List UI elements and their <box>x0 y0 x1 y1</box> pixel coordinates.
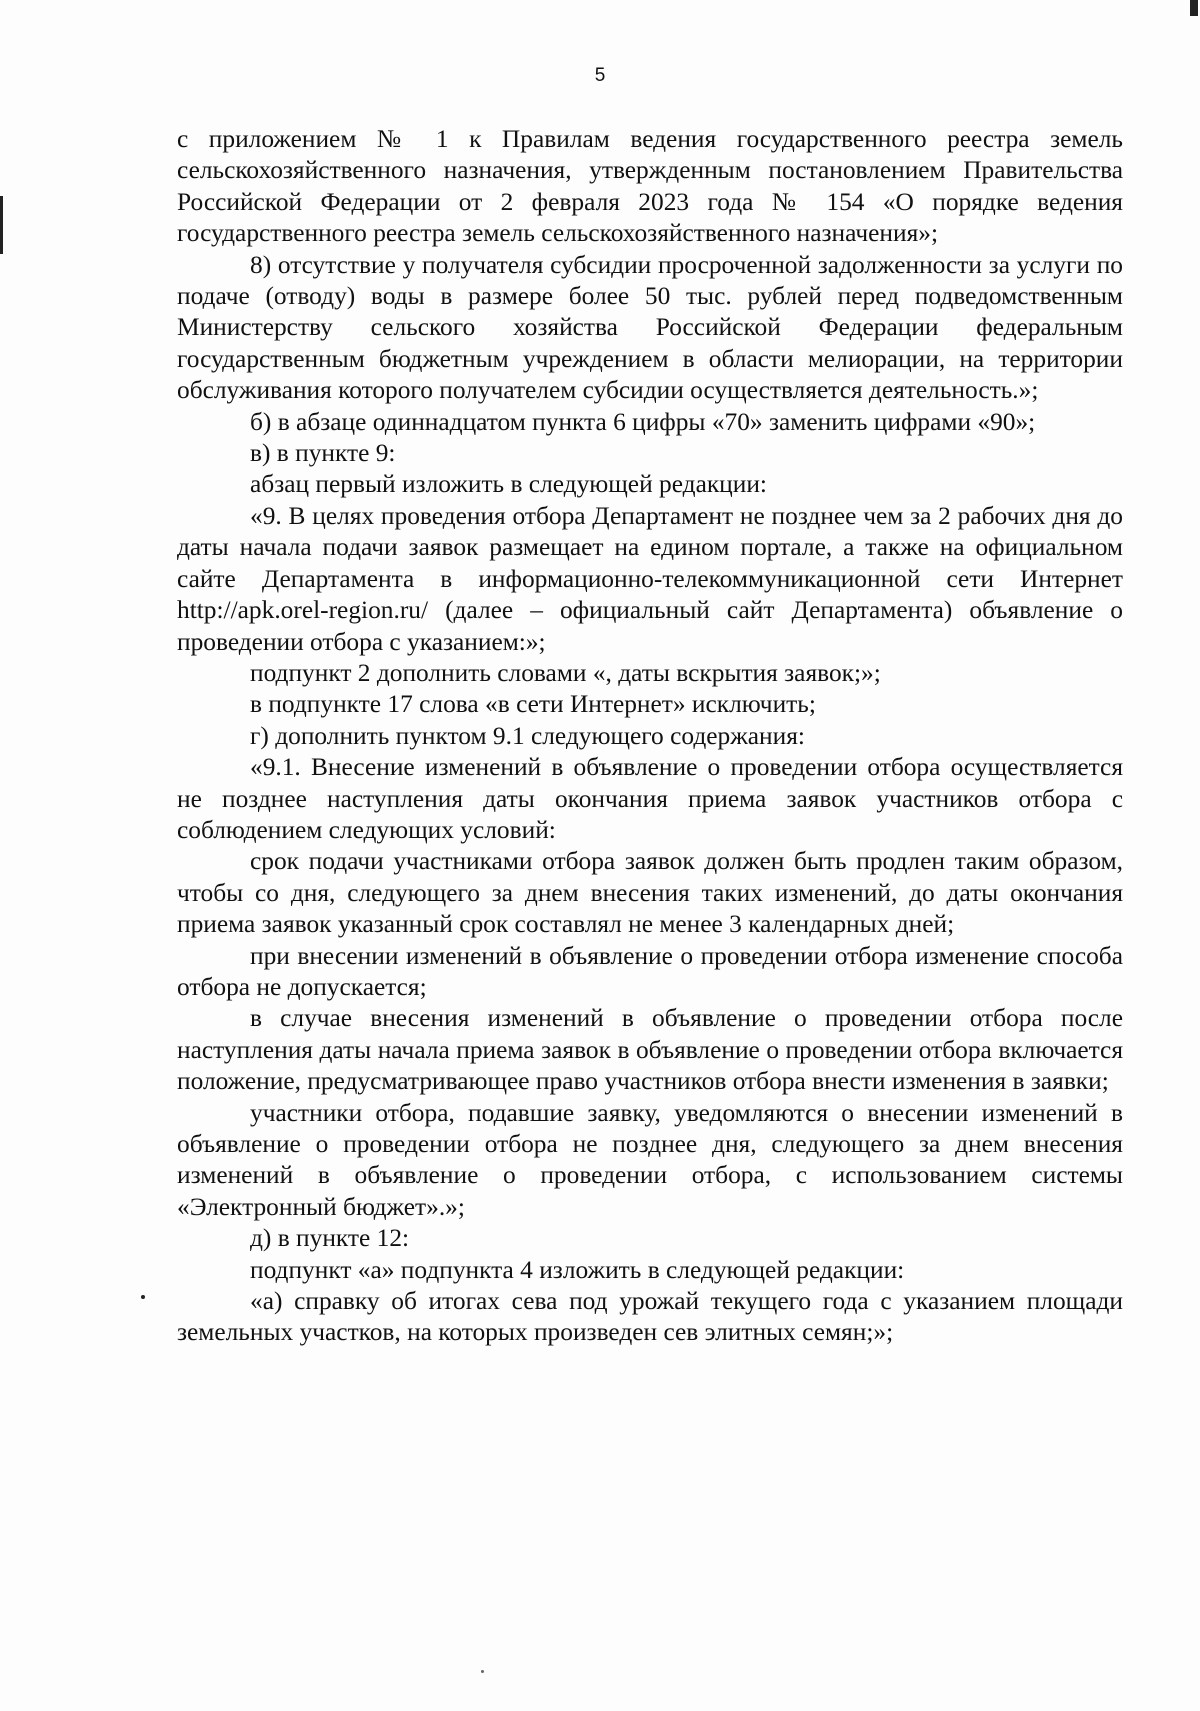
document-body <box>177 124 1123 1349</box>
scan-artifact-bottom-dot <box>481 1670 484 1673</box>
paragraph-participants-notified: участники отбора, подавшие заявку, уведомляются о внесении изменений в объявление о проведении отбора не позднее дня, следующего за днем внесения изменений в объявление о проведении отбора, с использованием системы «Электронный бюджет».»; <box>177 1098 1123 1221</box>
paragraph-v-point-9: в) в пункте 9: <box>250 439 396 468</box>
scan-artifact-corner <box>1190 0 1198 16</box>
paragraph-registry-reference: с приложением № 1 к Правилам ведения государственного реестра земель сельскохозяйственного назначения, утвержденным постановлением Правительства Российской Федерации от 2 февраля 2023 года № 154 «О порядке ведения государственного реестра земель сельскохозяйственного назначения»; <box>177 125 1123 248</box>
paragraph-g-point-9-1: г) дополнить пунктом 9.1 следующего содержания: <box>250 721 805 750</box>
paragraph-deadline-extension: срок подачи участниками отбора заявок должен быть продлен таким образом, чтобы со дня, следующего за днем внесения таких изменений, до даты окончания приема заявок указанный срок составлял не менее 3 календарных дней; <box>177 847 1123 939</box>
paragraph-sowing-certificate: «а) справку об итогах сева под урожай текущего года с указанием площади земельных участков, на которых произведен сев элитных семян;»; <box>177 1287 1123 1347</box>
paragraph-first-abzac: абзац первый изложить в следующей редакции: <box>250 470 767 499</box>
paragraph-point-9-1-text: «9.1. Внесение изменений в объявление о проведении отбора осуществляется не позднее наступления даты окончания приема заявок участников отбора с соблюдением следующих условий: <box>177 753 1123 844</box>
paragraph-changes-after-start: в случае внесения изменений в объявление о проведении отбора после наступления даты начала приема заявок в объявление о проведении отбора включается положение, предусматривающее право участников отбора внести изменения в заявки; <box>177 1004 1123 1096</box>
paragraph-b-point-6: б) в абзаце одиннадцатом пункта 6 цифры «70» заменить цифрами «90»; <box>250 407 1036 436</box>
paragraph-point-9-text: «9. В целях проведения отбора Департамент не позднее чем за 2 рабочих дня до даты начала подачи заявок размещает на едином портале, а также на официальном сайте Департамента в информационно-телекоммуникационной сети Интернет http://apk.orel-region.ru/ (далее – официальный сайт Департамента) объявление о проведении отбора с указанием:»; <box>177 501 1123 656</box>
paragraph-subpoint-2: подпункт 2 дополнить словами «, даты вскрытия заявок;»; <box>250 658 881 687</box>
scan-artifact-left-edge <box>0 196 3 254</box>
scan-artifact-dot <box>141 1295 145 1299</box>
paragraph-subpoint-17: в подпункте 17 слова «в сети Интернет» исключить; <box>250 690 816 719</box>
paragraph-method-change: при внесении изменений в объявление о проведении отбора изменение способа отбора не допускается; <box>177 941 1123 1001</box>
paragraph-item-8-no-debt: 8) отсутствие у получателя субсидии просроченной задолженности за услуги по подаче (отводу) воды в размере более 50 тыс. рублей перед подведомственным Министерству сельского хозяйства Российской Федерации федеральным государственным бюджетным учреждением в области мелиорации, на территории обслуживания которого получателем субсидии осуществляется деятельность.»; <box>177 250 1123 405</box>
paragraph-d-point-12: д) в пункте 12: <box>250 1224 410 1253</box>
page-number: 5 <box>594 65 606 86</box>
paragraph-subpoint-a: подпункт «а» подпункта 4 изложить в следующей редакции: <box>250 1255 905 1284</box>
